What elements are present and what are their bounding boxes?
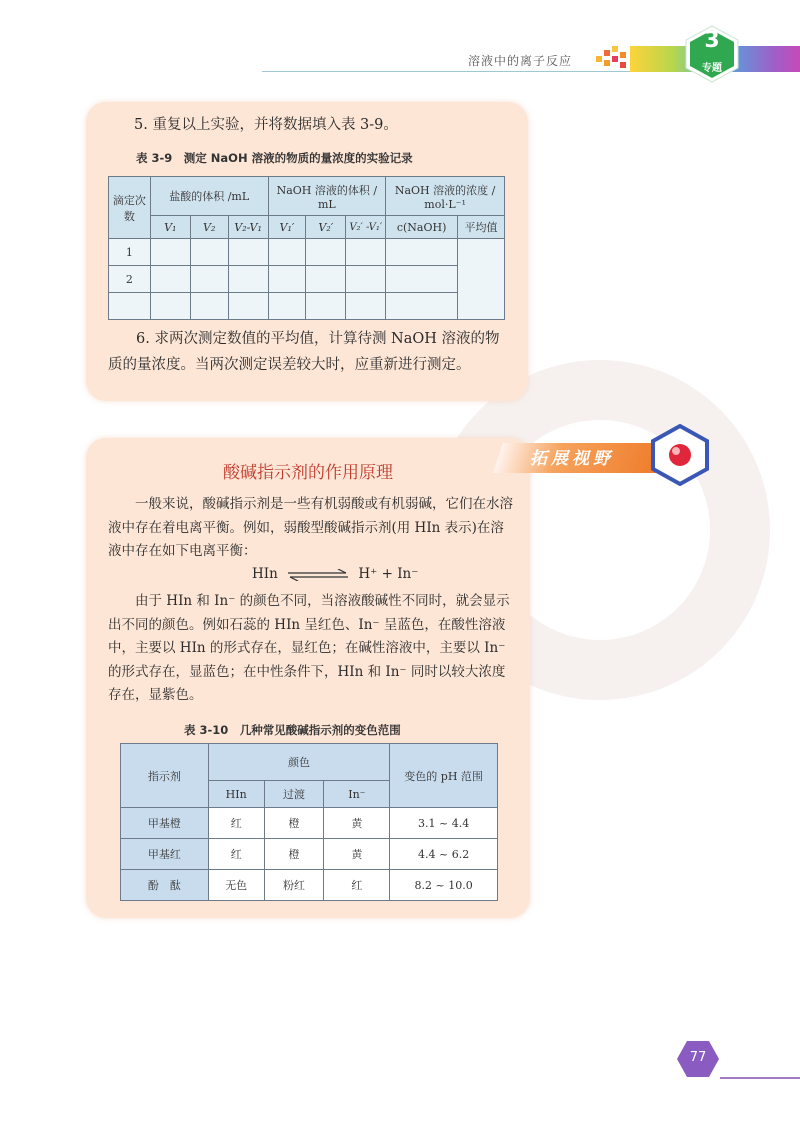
- table-cell[interactable]: [346, 239, 386, 266]
- ph-range: 4.4 ~ 6.2: [390, 839, 498, 870]
- table-cell[interactable]: [268, 239, 306, 266]
- table-cell[interactable]: [190, 239, 228, 266]
- header-naoh-volume: NaOH 溶液的体积 / mL: [268, 177, 386, 216]
- table-row: [109, 239, 505, 266]
- equation-right: H⁺ + In⁻: [358, 566, 419, 582]
- row-label: [109, 293, 151, 320]
- subheader-average: 平均值: [458, 216, 505, 239]
- page-number-badge: [676, 1040, 720, 1078]
- chapter-label: 专题: [702, 63, 722, 74]
- header-color: 颜色: [208, 744, 390, 781]
- hin-color: 无色: [208, 870, 264, 901]
- table-3-9: [108, 176, 505, 320]
- header-naoh-concentration: NaOH 溶液的浓度 / mol·L⁻¹: [386, 177, 505, 216]
- page-number: 77: [689, 1050, 707, 1065]
- step-5-text: 5. 重复以上实验，并将数据填入表 3-9。: [134, 117, 398, 133]
- indicator-name: 甲基红: [121, 839, 209, 870]
- subheader-v2-prime: V₂′: [306, 216, 346, 239]
- table-cell[interactable]: [228, 239, 268, 266]
- table-cell[interactable]: [386, 239, 458, 266]
- table-row: [109, 266, 505, 293]
- table-cell[interactable]: [150, 266, 190, 293]
- chapter-number: 3: [704, 28, 720, 53]
- header-ph-range: 变色的 pH 范围: [390, 744, 498, 808]
- ph-range: 3.1 ~ 4.4: [390, 808, 498, 839]
- subheader-transition: 过渡: [264, 781, 324, 808]
- equilibrium-arrow-icon: [286, 569, 350, 581]
- page-header: [0, 0, 800, 90]
- in-color: 黄: [324, 839, 390, 870]
- subheader-c-naoh: c(NaOH): [386, 216, 458, 239]
- table-row: [121, 839, 498, 870]
- section-title: 酸碱指示剂的作用原理: [223, 463, 393, 483]
- table-cell[interactable]: [150, 239, 190, 266]
- table-cell[interactable]: [190, 293, 228, 320]
- table-cell[interactable]: [346, 293, 386, 320]
- table-cell[interactable]: [190, 266, 228, 293]
- step-6-text: 6. 求两次测定数值的平均值，计算待测 NaOH 溶液的物质的量浓度。当两次测定误差较大时，应重新进行测定。: [108, 331, 500, 373]
- table-cell[interactable]: [386, 266, 458, 293]
- table-row: [121, 808, 498, 839]
- in-color: 红: [324, 870, 390, 901]
- target-hexagon-icon: [650, 424, 710, 486]
- table-cell[interactable]: [268, 266, 306, 293]
- subheader-v1: V₁: [150, 216, 190, 239]
- footer-rule: [720, 1077, 800, 1079]
- chapter-badge: [683, 25, 741, 83]
- chapter-title: 溶液中的离子反应: [468, 54, 573, 68]
- header-trial: 滴定次数: [109, 177, 151, 239]
- indicator-name: 甲基橙: [121, 808, 209, 839]
- paragraph-2: 由于 HIn 和 In⁻ 的颜色不同，当溶液酸碱性不同时，就会显示出不同的颜色。例如石蕊的 HIn 呈红色、In⁻ 呈蓝色，在酸性溶液中，主要以 HIn 的形式存在，显红色；在碱性溶液中，主要以 In⁻ 的形式存在，显蓝色；在中性条件下，HIn 和 In⁻ 同时以较大浓度存在，显紫色。: [108, 593, 510, 703]
- table-3-9-caption: 表 3-9 测定 NaOH 溶液的物质的量浓度的实验记录: [136, 151, 413, 165]
- extension-tag-label: 拓展视野: [530, 449, 614, 469]
- hin-color: 红: [208, 839, 264, 870]
- table-row: [109, 293, 505, 320]
- subheader-v1-prime: V₁′: [268, 216, 306, 239]
- equation-left: HIn: [252, 566, 278, 582]
- table-row: [121, 870, 498, 901]
- header-indicator: 指示剂: [121, 744, 209, 808]
- subheader-v2p-minus-v1p: V₂′ -V₁′: [346, 216, 386, 239]
- table-cell[interactable]: [386, 293, 458, 320]
- table-cell[interactable]: [306, 293, 346, 320]
- table-cell[interactable]: [268, 293, 306, 320]
- transition-color: 橙: [264, 808, 324, 839]
- ph-range: 8.2 ~ 10.0: [390, 870, 498, 901]
- row-label: 2: [109, 266, 151, 293]
- average-cell[interactable]: [458, 239, 505, 320]
- hin-color: 红: [208, 808, 264, 839]
- table-3-10: [120, 743, 498, 901]
- indicator-name: 酚 酞: [121, 870, 209, 901]
- subheader-v2-minus-v1: V₂-V₁: [228, 216, 268, 239]
- in-color: 黄: [324, 808, 390, 839]
- table-cell[interactable]: [228, 293, 268, 320]
- table-cell[interactable]: [306, 266, 346, 293]
- subheader-hin: HIn: [208, 781, 264, 808]
- table-3-10-caption: 表 3-10 几种常见酸碱指示剂的变色范围: [184, 723, 401, 737]
- table-cell[interactable]: [346, 266, 386, 293]
- row-label: 1: [109, 239, 151, 266]
- ionization-equation: [252, 566, 418, 582]
- table-cell[interactable]: [150, 293, 190, 320]
- subheader-in: In⁻: [324, 781, 390, 808]
- transition-color: 粉红: [264, 870, 324, 901]
- table-cell[interactable]: [228, 266, 268, 293]
- table-cell[interactable]: [306, 239, 346, 266]
- paragraph-1: 一般来说，酸碱指示剂是一些有机弱酸或有机弱碱，它们在水溶液中存在着电离平衡。例如，弱酸型酸碱指示剂(用 HIn 表示)在溶液中存在如下电离平衡：: [108, 496, 513, 559]
- subheader-v2: V₂: [190, 216, 228, 239]
- transition-color: 橙: [264, 839, 324, 870]
- header-hcl-volume: 盐酸的体积 /mL: [150, 177, 268, 216]
